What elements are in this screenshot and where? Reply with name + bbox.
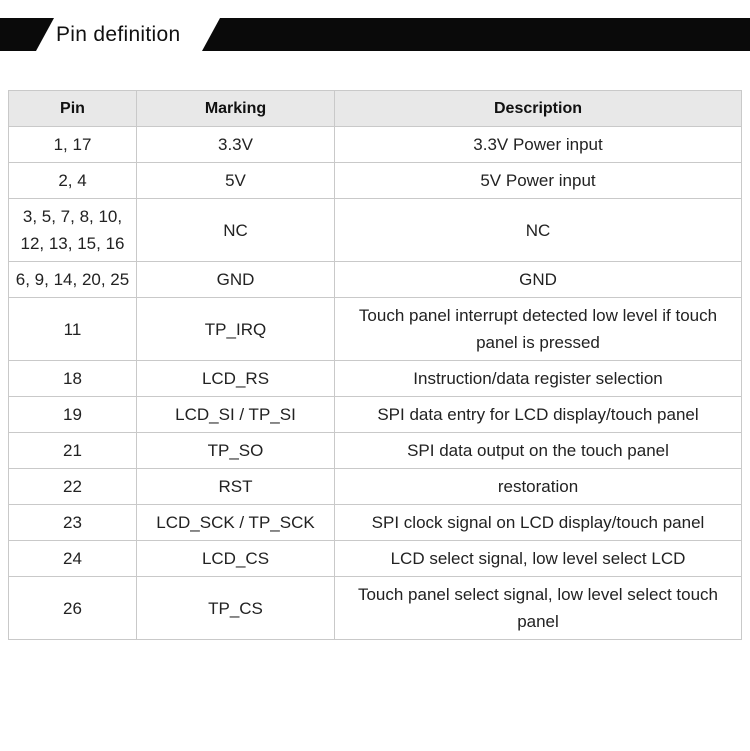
marking-cell: TP_CS (137, 577, 335, 640)
pin-cell: 3, 5, 7, 8, 10, 12, 13, 15, 16 (9, 199, 137, 262)
pin-cell: 23 (9, 505, 137, 541)
marking-cell: GND (137, 262, 335, 298)
table-row (9, 163, 742, 199)
table-row (9, 397, 742, 433)
description-cell: Instruction/data register selection (335, 361, 742, 397)
marking-cell: 5V (137, 163, 335, 199)
table-row (9, 577, 742, 640)
description-cell: Touch panel select signal, low level select touch panel (335, 577, 742, 640)
pin-cell: 24 (9, 541, 137, 577)
description-cell: GND (335, 262, 742, 298)
table-row (9, 541, 742, 577)
page-title: Pin definition (56, 23, 181, 46)
column-header-description: Description (335, 91, 742, 127)
description-cell: 3.3V Power input (335, 127, 742, 163)
marking-cell: TP_IRQ (137, 298, 335, 361)
marking-cell: LCD_SI / TP_SI (137, 397, 335, 433)
description-cell: Touch panel interrupt detected low level if touch panel is pressed (335, 298, 742, 361)
description-cell: SPI data output on the touch panel (335, 433, 742, 469)
marking-cell: LCD_RS (137, 361, 335, 397)
marking-cell: NC (137, 199, 335, 262)
table-row (9, 505, 742, 541)
pin-cell: 19 (9, 397, 137, 433)
table-row (9, 469, 742, 505)
marking-cell: TP_SO (137, 433, 335, 469)
marking-cell: 3.3V (137, 127, 335, 163)
pin-cell: 6, 9, 14, 20, 25 (9, 262, 137, 298)
table-row (9, 433, 742, 469)
table-row (9, 127, 742, 163)
marking-cell: LCD_CS (137, 541, 335, 577)
pin-cell: 18 (9, 361, 137, 397)
description-cell: LCD select signal, low level select LCD (335, 541, 742, 577)
marking-cell: RST (137, 469, 335, 505)
description-cell: NC (335, 199, 742, 262)
column-header-marking: Marking (137, 91, 335, 127)
pin-cell: 22 (9, 469, 137, 505)
column-header-pin: Pin (9, 91, 137, 127)
table-row (9, 361, 742, 397)
table-row (9, 298, 742, 361)
table-row (9, 262, 742, 298)
pin-cell: 11 (9, 298, 137, 361)
description-cell: restoration (335, 469, 742, 505)
table-row (9, 199, 742, 262)
pin-cell: 26 (9, 577, 137, 640)
description-cell: SPI clock signal on LCD display/touch panel (335, 505, 742, 541)
description-cell: 5V Power input (335, 163, 742, 199)
pin-cell: 1, 17 (9, 127, 137, 163)
pin-cell: 21 (9, 433, 137, 469)
table-header-row (9, 91, 742, 127)
marking-cell: LCD_SCK / TP_SCK (137, 505, 335, 541)
pin-definition-table (8, 90, 742, 640)
pin-cell: 2, 4 (9, 163, 137, 199)
description-cell: SPI data entry for LCD display/touch panel (335, 397, 742, 433)
